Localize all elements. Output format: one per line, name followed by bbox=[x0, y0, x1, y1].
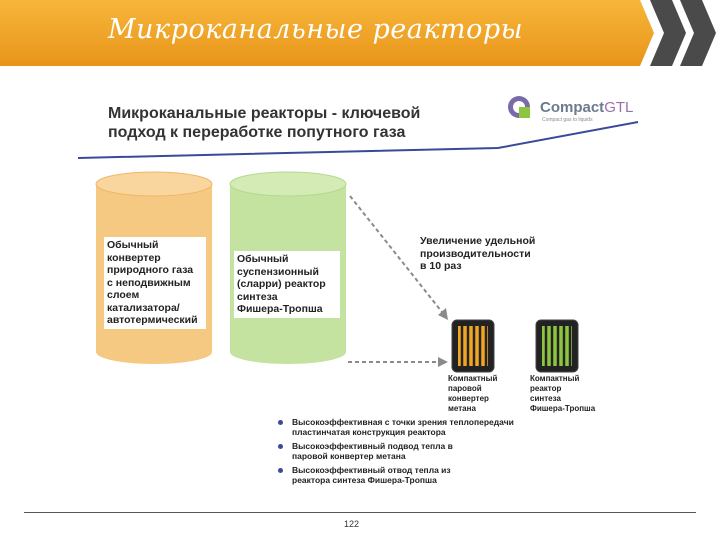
orange-label-line: катализатора/ bbox=[107, 301, 180, 314]
benefit-item bbox=[278, 441, 578, 461]
green-label-line: синтеза bbox=[237, 290, 278, 303]
green-label-line: Обычный bbox=[237, 253, 289, 265]
bullet-icon bbox=[278, 420, 283, 425]
steam-label-line: метана bbox=[448, 404, 476, 413]
compact-ft-label bbox=[530, 374, 595, 414]
ft-label-line: Компактный bbox=[530, 374, 580, 383]
green-cylinder-label bbox=[234, 251, 340, 318]
orange-label-line: автотермический bbox=[107, 314, 198, 326]
steam-label-line: паровой bbox=[448, 384, 482, 393]
diagram-heading bbox=[108, 104, 420, 142]
benefit-line: Высокоэффективный подвод тепла в bbox=[292, 441, 453, 451]
green-label-line: Фишера-Тропша bbox=[237, 303, 323, 315]
benefit-list bbox=[278, 417, 578, 489]
bullet-icon bbox=[278, 468, 283, 473]
orange-label-line: слоем bbox=[107, 289, 140, 301]
ft-label-line: синтеза bbox=[530, 394, 561, 403]
green-label-line: суспензионный bbox=[237, 265, 319, 278]
green-label-line: (сларри) реактор bbox=[237, 278, 326, 290]
footer-divider bbox=[24, 512, 696, 513]
benefit-item bbox=[278, 465, 578, 485]
orange-cylinder-label bbox=[104, 237, 206, 329]
compact-steam-label bbox=[448, 374, 497, 414]
orange-label-line: природного газа bbox=[107, 264, 194, 276]
productivity-note bbox=[420, 235, 535, 273]
benefit-item bbox=[278, 417, 578, 437]
benefit-line: пластинчатая конструкция реактора bbox=[292, 427, 446, 437]
slide-diagram bbox=[78, 84, 648, 504]
steam-label-line: Компактный bbox=[448, 374, 498, 383]
benefit-line: паровой конвертер метана bbox=[292, 451, 406, 461]
note-line: в 10 раз bbox=[420, 260, 462, 272]
benefit-line: Высокоэффективный отвод тепла из bbox=[292, 465, 451, 475]
title-bar bbox=[0, 0, 720, 66]
note-line: Увеличение удельной bbox=[420, 235, 536, 247]
compactgtl-logo bbox=[506, 92, 636, 126]
orange-label-line: Обычный bbox=[107, 239, 159, 251]
note-line: производительности bbox=[420, 247, 531, 260]
heading-line-1: Микроканальные реакторы - ключевой bbox=[108, 105, 421, 122]
benefit-line: Высокоэффективная с точки зрения теплопередачи bbox=[292, 417, 514, 427]
bullet-icon bbox=[278, 444, 283, 449]
dashed-arrow-horizontal bbox=[348, 357, 448, 367]
compact-steam-reactor-icon bbox=[452, 320, 494, 372]
heading-line-2: подход к переработке попутного газа bbox=[108, 124, 406, 141]
page-number: 122 bbox=[344, 519, 360, 529]
logo-name bbox=[540, 99, 633, 116]
benefit-line: реактора синтеза Фишера-Тропша bbox=[292, 475, 437, 485]
logo-icon bbox=[506, 94, 536, 124]
logo-tagline: Сompact gas to liquids bbox=[542, 117, 593, 123]
logo-name-gtl: GTL bbox=[604, 99, 634, 116]
steam-label-line: конвертер bbox=[448, 394, 489, 403]
compact-ft-reactor-icon bbox=[536, 320, 578, 372]
orange-label-line: с неподвижным bbox=[107, 276, 191, 289]
ft-label-line: реактор bbox=[530, 384, 562, 393]
orange-label-line: конвертер bbox=[107, 251, 161, 264]
logo-name-compact: Compact bbox=[540, 99, 605, 116]
slide-title: Микроканальные реакторы bbox=[108, 14, 524, 45]
ft-label-line: Фишера-Тропша bbox=[530, 404, 596, 413]
